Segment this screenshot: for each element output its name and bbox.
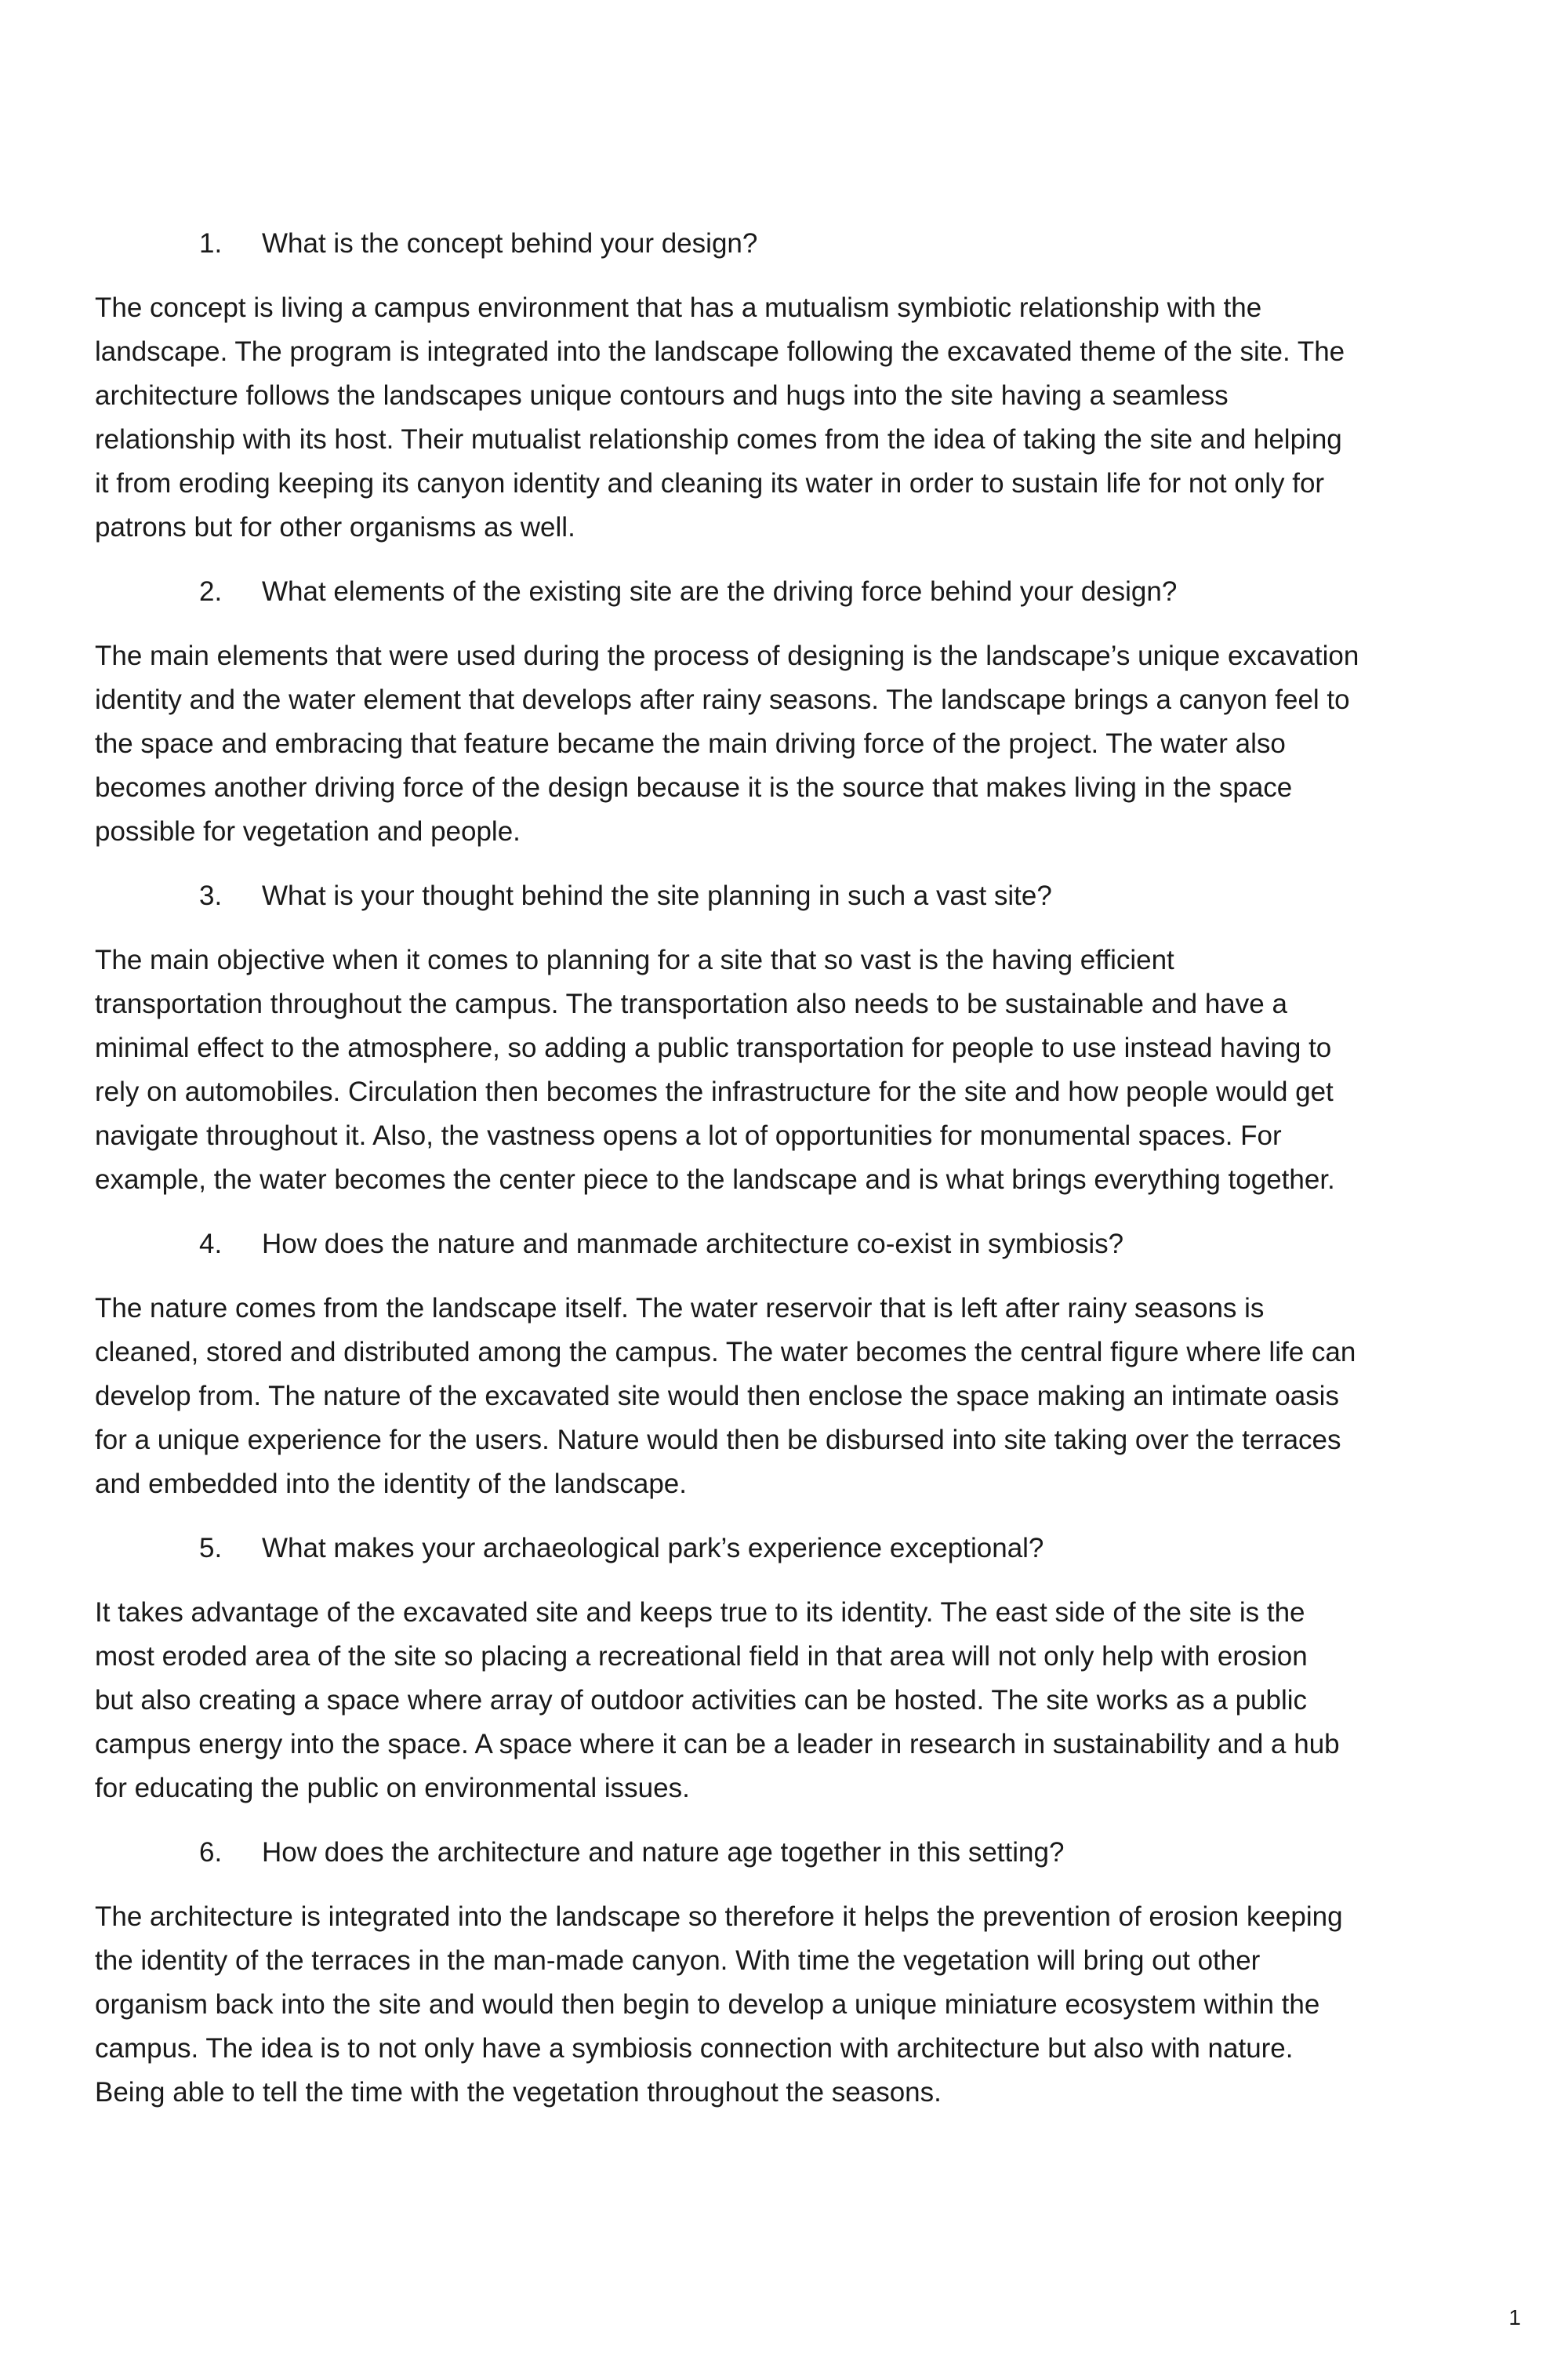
qa-item-1 bbox=[95, 222, 1475, 550]
question-1 bbox=[95, 222, 1475, 266]
question-text: What makes your archaeological park’s experience exceptional? bbox=[262, 1533, 1044, 1563]
question-3 bbox=[95, 874, 1475, 918]
question-text: What is your thought behind the site planning in such a vast site? bbox=[262, 881, 1052, 911]
answer-2: The main elements that were used during the process of designing is the landscape’s unique excavation identity and the water element that develops after rainy seasons. The landscape brings a canyon feel to the space and embracing that feature became the main driving force of the project. The water also becomes another driving force of the design because it is the source that makes living in the space possible for vegetation and people. bbox=[95, 641, 1359, 847]
qa-item-5 bbox=[95, 1527, 1475, 1810]
question-5 bbox=[95, 1527, 1475, 1570]
answer-5: It takes advantage of the excavated site and keeps true to its identity. The east side of the site is the most eroded area of the site so placing a recreational field in that area will not only help with erosion but also creating a space where array of outdoor activities can be hosted. The site works as a public campus energy into the space. A space where it can be a leader in research in sustainability and a hub for educating the public on environmental issues. bbox=[95, 1597, 1340, 1803]
qa-item-2 bbox=[95, 570, 1475, 854]
question-text: What elements of the existing site are the driving force behind your design? bbox=[262, 576, 1178, 607]
question-number: 6. bbox=[199, 1837, 223, 1868]
page-number: 1 bbox=[1508, 2305, 1521, 2329]
question-2 bbox=[95, 570, 1475, 614]
question-6 bbox=[95, 1831, 1475, 1875]
question-number: 5. bbox=[199, 1533, 223, 1563]
qa-item-3 bbox=[95, 874, 1475, 1202]
question-text: How does the architecture and nature age together in this setting? bbox=[262, 1837, 1065, 1868]
qa-item-6 bbox=[95, 1831, 1475, 2115]
question-text: What is the concept behind your design? bbox=[262, 228, 758, 259]
answer-6: The architecture is integrated into the landscape so therefore it helps the prevention of erosion keeping the identity of the terraces in the man-made canyon. With time the vegetation will bring out other organism back into the site and would then begin to develop a unique miniature ecosystem within the campus. The idea is to not only have a symbiosis connection with architecture but also with nature. Being able to tell the time with the vegetation throughout the seasons. bbox=[95, 1901, 1343, 2108]
question-text: How does the nature and manmade architecture co-exist in symbiosis? bbox=[262, 1229, 1124, 1259]
question-number: 1. bbox=[199, 228, 223, 259]
answer-4: The nature comes from the landscape itself. The water reservoir that is left after rainy seasons is cleaned, stored and distributed among the campus. The water becomes the central figure where life can develop from. The nature of the excavated site would then enclose the space making an intimate oasis for a unique experience for the users. Nature would then be disbursed into site taking over the terraces and embedded into the identity of the landscape. bbox=[95, 1293, 1356, 1499]
question-4 bbox=[95, 1222, 1475, 1266]
question-number: 2. bbox=[199, 576, 223, 607]
document-body bbox=[95, 222, 1475, 2135]
answer-1: The concept is living a campus environment that has a mutualism symbiotic relationship with the landscape. The program is integrated into the landscape following the excavated theme of the site. The architecture follows the landscapes unique contours and hugs into the site having a seamless relationship with its host. Their mutualist relationship comes from the idea of taking the site and helping it from eroding keeping its canyon identity and cleaning its water in order to sustain life for not only for patrons but for other organisms as well. bbox=[95, 292, 1345, 543]
question-number: 4. bbox=[199, 1229, 223, 1259]
question-number: 3. bbox=[199, 881, 223, 911]
answer-3: The main objective when it comes to planning for a site that so vast is the having efficient transportation throughout the campus. The transportation also needs to be sustainable and have a minimal effect to the atmosphere, so adding a public transportation for people to use instead having to rely on automobiles. Circulation then becomes the infrastructure for the site and how people would get navigate throughout it. Also, the vastness opens a lot of opportunities for monumental spaces. For example, the water becomes the center piece to the landscape and is what brings everything together. bbox=[95, 945, 1335, 1195]
qa-item-4 bbox=[95, 1222, 1475, 1506]
